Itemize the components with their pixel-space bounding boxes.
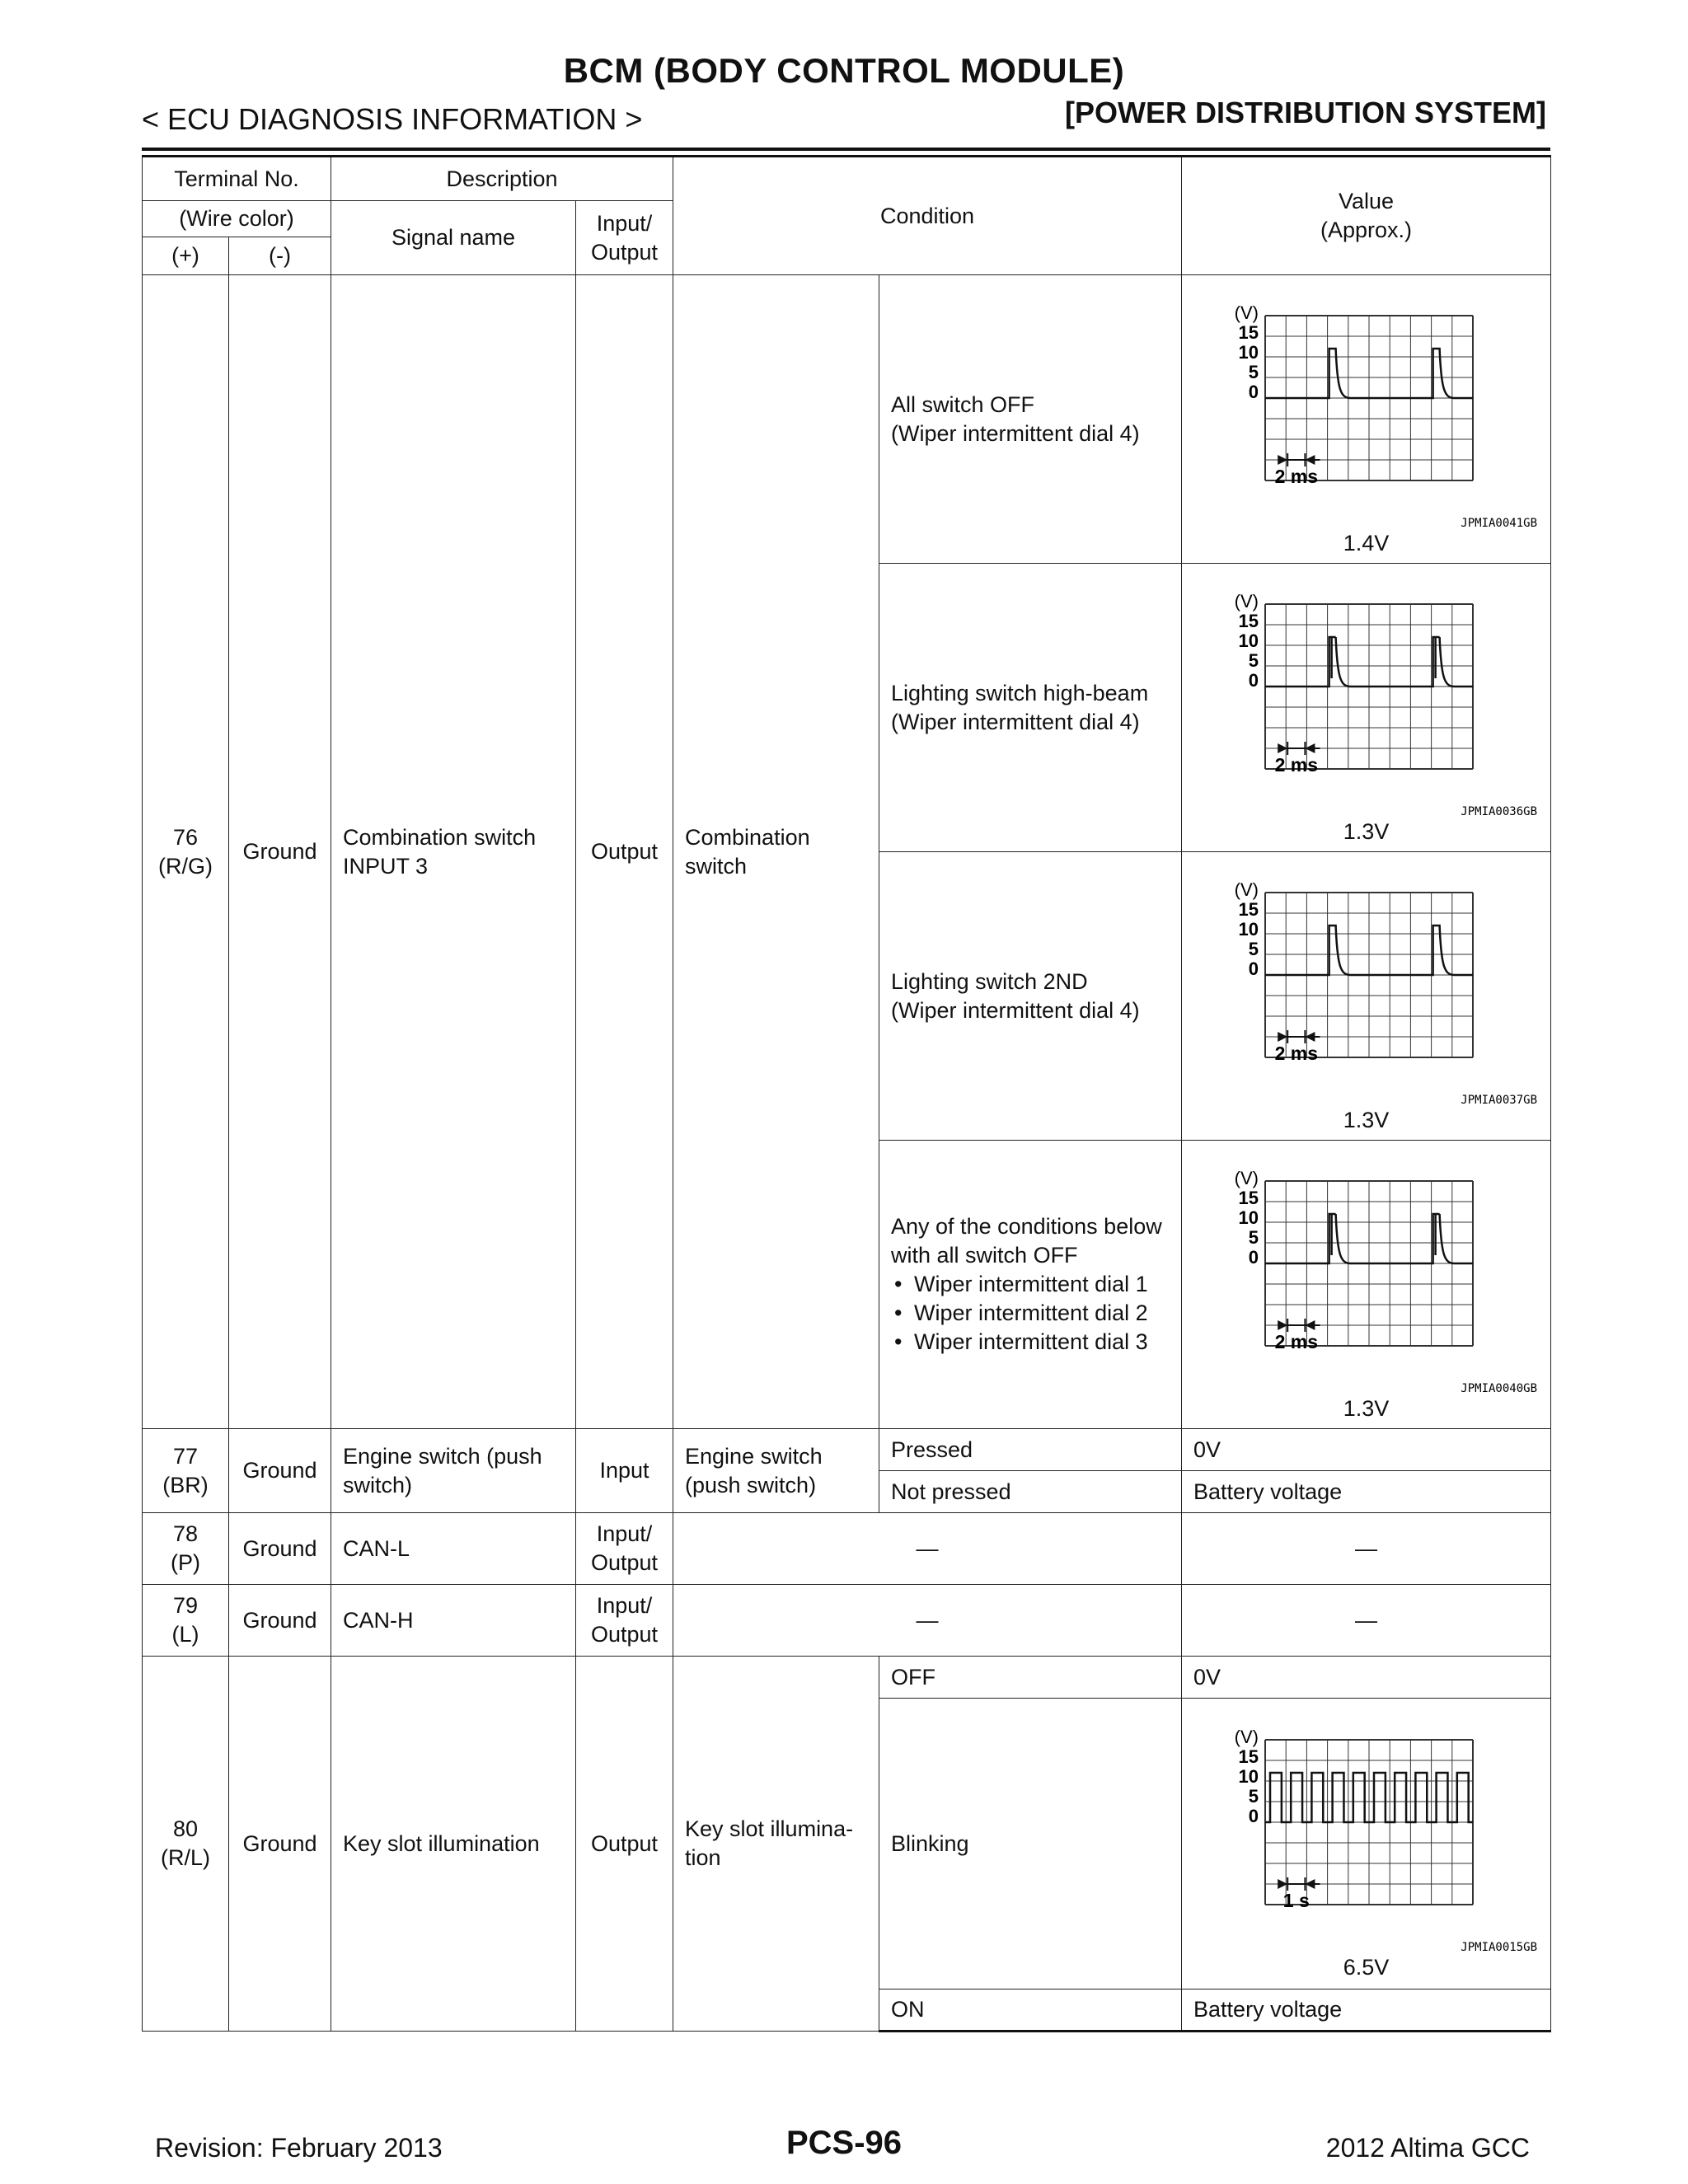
terminal-number: 76	[172, 824, 199, 850]
condition-cell: ON	[879, 1990, 1182, 2032]
value-cell: 0V	[1182, 1657, 1551, 1699]
table-row	[143, 1513, 1551, 1585]
io-line2: Output	[590, 1622, 659, 1647]
page-title: BCM (BODY CONTROL MODULE)	[563, 51, 1125, 90]
figure-id: JPMIA0036GB	[1460, 804, 1537, 818]
oscilloscope-svg	[1189, 1707, 1544, 1954]
description-header: Description	[331, 157, 673, 201]
condition-cell	[879, 275, 1182, 564]
bullet-item: • Wiper intermittent dial 2	[891, 1299, 1170, 1328]
system-label: [POWER DISTRIBUTION SYSTEM]	[1065, 96, 1546, 129]
condition-cell: Blinking	[879, 1699, 1182, 1990]
y-axis-unit: (V)	[1234, 590, 1259, 612]
value-text: 1.4V	[1343, 530, 1390, 555]
y-tick-label: 15	[1238, 898, 1259, 920]
ground-cell: Ground	[229, 1429, 331, 1513]
value-cell: 0V	[1182, 1429, 1551, 1471]
signal-line1: Engine switch (push	[343, 1443, 542, 1469]
y-tick-label: 15	[1238, 1187, 1259, 1208]
wire-color: (BR)	[162, 1472, 209, 1497]
y-tick-label: 5	[1248, 1786, 1259, 1807]
condition-bullets	[891, 1270, 1170, 1357]
terminal-cell	[143, 1513, 229, 1585]
signal-name-cell: Key slot illumination	[331, 1657, 576, 2032]
wire-color-header: (Wire color)	[143, 201, 331, 237]
header-row	[143, 157, 1551, 201]
figure-id: JPMIA0015GB	[1460, 1941, 1537, 1954]
condition-line2: (Wiper intermittent dial 4)	[891, 420, 1140, 446]
table-row	[143, 1657, 1551, 1699]
condition-line1: Any of the conditions below	[891, 1214, 1162, 1239]
y-tick-label: 5	[1248, 1226, 1259, 1248]
y-axis-unit: (V)	[1234, 302, 1259, 323]
value-cell: Battery voltage	[1182, 1471, 1551, 1513]
condition-main-line1: Combination	[685, 824, 810, 850]
condition-cell	[879, 564, 1182, 852]
signal-name-cell	[331, 275, 576, 1429]
ground-cell: Ground	[229, 1585, 331, 1657]
y-tick-label: 0	[1248, 381, 1259, 402]
condition-line2: with all switch OFF	[891, 1243, 1078, 1268]
time-scale-label: 1 s	[1282, 1890, 1310, 1911]
value-cell: —	[1182, 1585, 1551, 1657]
condition-line1: All switch OFF	[891, 391, 1035, 417]
waveform-cell	[1182, 1141, 1551, 1429]
waveform-figure	[1182, 571, 1550, 818]
section-breadcrumb: < ECU DIAGNOSIS INFORMATION >	[142, 102, 643, 136]
y-tick-label: 10	[1238, 630, 1259, 651]
oscilloscope-svg	[1189, 283, 1544, 530]
wire-color: (L)	[171, 1622, 199, 1647]
condition-cell: —	[673, 1585, 1182, 1657]
terminal-number: 78	[172, 1521, 199, 1546]
model-text: 2012 Altima GCC	[1325, 2133, 1530, 2163]
terminal-number: 77	[172, 1443, 199, 1469]
bullet-item: • Wiper intermittent dial 3	[891, 1328, 1170, 1357]
terminal-number: 79	[172, 1593, 199, 1618]
condition-cell: —	[673, 1513, 1182, 1585]
figure-id: JPMIA0040GB	[1460, 1381, 1537, 1395]
time-scale-label: 2 ms	[1274, 1330, 1318, 1352]
signal-name-cell	[331, 1429, 576, 1513]
figure-id: JPMIA0037GB	[1460, 1093, 1537, 1107]
wire-color: (R/L)	[161, 1845, 210, 1870]
io-line2: Output	[590, 1550, 659, 1575]
wire-color: (P)	[171, 1550, 200, 1575]
condition-main-line2: tion	[685, 1845, 721, 1870]
oscilloscope-svg	[1189, 860, 1544, 1107]
value-header	[1182, 157, 1551, 275]
table-row	[143, 1585, 1551, 1657]
waveform-cell	[1182, 275, 1551, 564]
signal-name-cell: CAN-L	[331, 1513, 576, 1585]
value-cell: —	[1182, 1513, 1551, 1585]
condition-header: Condition	[673, 157, 1182, 275]
io-cell: Input	[576, 1429, 673, 1513]
header-rule	[142, 148, 1550, 151]
value-header-line1: Value	[1339, 189, 1395, 213]
condition-main-line1: Engine switch	[685, 1443, 823, 1469]
y-axis-unit: (V)	[1234, 1727, 1259, 1747]
condition-cell: Not pressed	[879, 1471, 1182, 1513]
y-axis-unit: (V)	[1234, 879, 1259, 900]
signal-line2: switch)	[343, 1472, 413, 1497]
waveform-figure	[1182, 283, 1550, 530]
condition-main-cell	[673, 1657, 879, 2032]
y-axis-unit: (V)	[1234, 1167, 1259, 1188]
io-header-line2: Output	[590, 239, 659, 265]
y-tick-label: 5	[1248, 649, 1259, 671]
table-row	[143, 275, 1551, 564]
terminal-table	[142, 155, 1551, 2032]
ground-cell: Ground	[229, 1513, 331, 1585]
condition-main-line2: switch	[685, 853, 748, 879]
waveform-figure	[1182, 1148, 1550, 1395]
waveform-cell	[1182, 1699, 1551, 1990]
time-scale-label: 2 ms	[1274, 465, 1318, 487]
time-scale-label: 2 ms	[1274, 1042, 1318, 1064]
condition-main-line2: (push switch)	[685, 1472, 817, 1497]
y-tick-label: 0	[1248, 1246, 1259, 1268]
y-tick-label: 15	[1238, 321, 1259, 343]
terminal-cell	[143, 1429, 229, 1513]
figure-id: JPMIA0041GB	[1460, 516, 1537, 530]
io-header-line1: Input/	[596, 210, 653, 236]
y-tick-label: 15	[1238, 610, 1259, 631]
y-tick-label: 10	[1238, 918, 1259, 940]
io-line1: Input/	[596, 1521, 653, 1546]
terminal-cell	[143, 1657, 229, 2032]
value-header-line2: (Approx.)	[1320, 218, 1413, 242]
waveform-figure	[1182, 860, 1550, 1107]
y-tick-label: 10	[1238, 1766, 1259, 1787]
waveform-cell	[1182, 852, 1551, 1141]
signal-name-cell: CAN-H	[331, 1585, 576, 1657]
y-tick-label: 0	[1248, 958, 1259, 979]
terminal-number: 80	[172, 1816, 199, 1841]
io-line1: Input/	[596, 1593, 653, 1618]
ground-cell: Ground	[229, 1657, 331, 2032]
waveform-cell	[1182, 564, 1551, 852]
minus-header: (-)	[229, 237, 331, 275]
signal-name-header: Signal name	[331, 201, 576, 275]
value-cell: Battery voltage	[1182, 1990, 1551, 2032]
oscilloscope-svg	[1189, 571, 1544, 818]
condition-main-cell	[673, 1429, 879, 1513]
value-text: 1.3V	[1343, 1395, 1390, 1421]
condition-cell: OFF	[879, 1657, 1182, 1699]
y-tick-label: 5	[1248, 361, 1259, 382]
y-tick-label: 10	[1238, 341, 1259, 363]
io-cell: Output	[576, 275, 673, 1429]
condition-cell: Pressed	[879, 1429, 1182, 1471]
wire-color: (R/G)	[158, 853, 213, 879]
condition-cell	[879, 852, 1182, 1141]
condition-cell	[879, 1141, 1182, 1429]
table-row	[143, 1429, 1551, 1471]
y-tick-label: 5	[1248, 938, 1259, 959]
io-cell	[576, 1513, 673, 1585]
condition-line1: Lighting switch high-beam	[891, 680, 1149, 705]
revision-text: Revision: February 2013	[155, 2133, 443, 2163]
value-text: 6.5V	[1343, 1955, 1390, 1980]
y-tick-label: 10	[1238, 1207, 1259, 1228]
y-tick-label: 15	[1238, 1746, 1259, 1767]
oscilloscope-svg	[1189, 1148, 1544, 1395]
plus-header: (+)	[143, 237, 229, 275]
ground-cell: Ground	[229, 275, 331, 1429]
terminal-cell	[143, 1585, 229, 1657]
condition-line2: (Wiper intermittent dial 4)	[891, 709, 1140, 734]
bullet-item: • Wiper intermittent dial 1	[891, 1270, 1170, 1299]
page-number: PCS-96	[785, 2125, 903, 2161]
io-cell	[576, 1585, 673, 1657]
io-cell: Output	[576, 1657, 673, 2032]
time-scale-label: 2 ms	[1274, 753, 1318, 776]
terminal-cell	[143, 275, 229, 1429]
signal-line2: INPUT 3	[343, 853, 429, 879]
condition-main-line1: Key slot illumina-	[685, 1816, 854, 1841]
condition-line1: Lighting switch 2ND	[891, 968, 1088, 994]
y-tick-label: 0	[1248, 1806, 1259, 1826]
terminal-no-label: Terminal No.	[174, 166, 299, 191]
waveform-figure	[1182, 1707, 1550, 1954]
value-text: 1.3V	[1343, 818, 1390, 844]
io-header	[576, 201, 673, 275]
signal-line1: Combination switch	[343, 824, 537, 850]
value-text: 1.3V	[1343, 1107, 1390, 1132]
condition-main-cell	[673, 275, 879, 1429]
condition-line2: (Wiper intermittent dial 4)	[891, 997, 1140, 1023]
y-tick-label: 0	[1248, 669, 1259, 691]
terminal-no-header	[143, 157, 331, 201]
